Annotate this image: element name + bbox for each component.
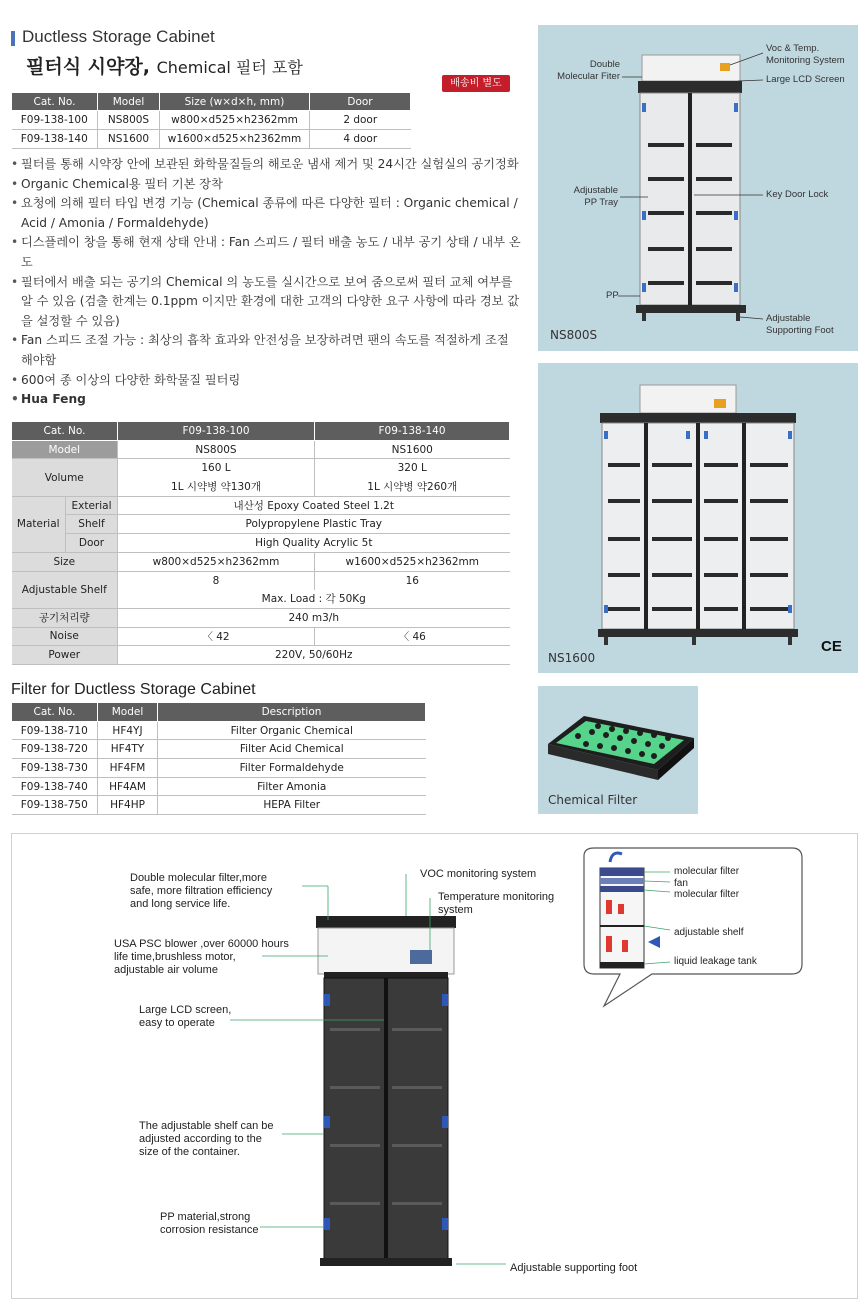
cell: Filter Formaldehyde — [158, 759, 426, 778]
list-item: • 필터에서 배출 되는 공기의 Chemical 의 농도를 실시간으로 보여 줌으로써 필터 교체 여부를 알 수 있음 (검출 한계는 0.1ppm 이지만 환경에 대한 고객의 다양한 요구 사항에 따라 경보 값을 설정할 수 있음) — [11, 273, 521, 332]
panel-label-filter: Chemical Filter — [548, 793, 638, 807]
ce-mark-icon: CE — [821, 638, 842, 655]
cell: F09-138-100 — [12, 111, 98, 130]
diagram-label-pp: PP material,strong — [160, 1211, 251, 1223]
table-row — [12, 130, 411, 149]
table-row — [12, 608, 510, 627]
feature-diagram — [11, 833, 858, 1299]
cell: F09-138-740 — [12, 777, 98, 796]
table-row — [12, 571, 510, 590]
list-item: • Fan 스피드 조절 가능 : 최상의 흡착 효과와 안전성을 보장하려면 팬의 속도를 적절하게 조절 해야함 — [11, 331, 521, 370]
cell: 〈 46 — [315, 627, 510, 646]
list-item: • 요청에 의해 필터 타입 변경 기능 (Chemical 종류에 따른 다양한 필터 : Organic chemical / Acid / Amonia / Formaldehyde) — [11, 194, 521, 233]
diagram-label-temp: Temperature monitoring — [438, 891, 555, 903]
table-row — [12, 552, 510, 571]
cell: w800×d525×h2362mm — [118, 552, 315, 571]
cell: High Quality Acrylic 5t — [118, 534, 510, 553]
th-col2: F09-138-140 — [315, 422, 510, 441]
cell: 내산성 Epoxy Coated Steel 1.2t — [118, 496, 510, 515]
callout-lcd: Large LCD Screen — [766, 74, 845, 85]
diagram-label-filter-2: safe, more filtration efficiency — [130, 885, 273, 897]
diagram-label-blower-3: adjustable air volume — [114, 964, 218, 976]
cell: F09-138-750 — [12, 796, 98, 815]
bubble-label-tank: liquid leakage tank — [674, 956, 757, 967]
cell: F09-138-140 — [12, 130, 98, 149]
callout-foot2: Supporting Foot — [766, 325, 834, 336]
bubble-label-molecular-2: molecular filter — [674, 889, 740, 900]
diagram-label-shelf-2: adjusted according to the — [139, 1133, 262, 1145]
list-item: • Hua Feng — [11, 390, 521, 410]
cell: NS1600 — [98, 130, 160, 149]
diagram-label-filter-3: and long service life. — [130, 898, 231, 910]
cell: HF4AM — [98, 777, 158, 796]
cell: Filter Amonia — [158, 777, 426, 796]
cell: NS800S — [98, 111, 160, 130]
table-row — [12, 515, 510, 534]
product-panel-filter — [538, 686, 698, 814]
diagram-label-lcd: Large LCD screen, — [139, 1004, 232, 1016]
page-title: Ductless Storage Cabinet — [22, 27, 215, 46]
cell: 2 door — [310, 111, 411, 130]
product-panel-ns1600 — [538, 363, 858, 673]
th-catno: Cat. No. — [12, 93, 98, 111]
row-label: Exterial — [66, 496, 118, 515]
cell: 16 — [405, 574, 419, 587]
th-model: Model — [98, 703, 158, 722]
row-label: Material — [12, 496, 66, 552]
bubble-label-molecular-1: molecular filter — [674, 866, 740, 877]
callout-molecular: Molecular Fiter — [557, 71, 620, 82]
cell: 4 door — [310, 130, 411, 149]
subtitle-ko: 필터식 시약장, — [26, 56, 150, 78]
th-model: Model — [98, 93, 160, 111]
bubble-label-shelf: adjustable shelf — [674, 927, 744, 938]
table-row — [12, 534, 510, 553]
cell: F09-138-730 — [12, 759, 98, 778]
callout-voc: Voc & Temp. — [766, 43, 820, 54]
shipping-badge: 배송비 별도 — [442, 75, 510, 92]
th-catno: Cat. No. — [12, 703, 98, 722]
diagram-label-blower-2: life time,brushless motor, — [114, 951, 236, 963]
cell: 1L 시약병 약130개 — [118, 478, 315, 497]
table-row — [12, 796, 426, 815]
bubble-label-fan: fan — [674, 878, 688, 889]
table-row — [12, 496, 510, 515]
cell: 〈 42 — [118, 627, 315, 646]
filter-section-title: Filter for Ductless Storage Cabinet — [11, 681, 256, 698]
callout-voc2: Monitoring System — [766, 55, 845, 66]
cell: Filter Acid Chemical — [158, 740, 426, 759]
row-label: Model — [12, 440, 118, 459]
row-label: Volume — [12, 459, 118, 496]
table-row — [12, 459, 510, 478]
list-item: • 필터를 통해 시약장 안에 보관된 화학물질들의 해로운 냄새 제거 및 24시간 실험실의 공기정화 — [11, 155, 521, 175]
callout-pp-tray: PP Tray — [584, 197, 618, 208]
list-item: • Organic Chemical용 필터 기본 장착 — [11, 175, 521, 195]
cell: Max. Load : 각 50Kg — [118, 590, 510, 609]
product-panel-ns800s — [538, 25, 858, 351]
page-subtitle — [26, 52, 303, 79]
row-label: Power — [12, 646, 118, 665]
diagram-label-shelf-3: size of the container. — [139, 1146, 240, 1158]
cell: 1L 시약병 약260개 — [315, 478, 510, 497]
spec-table — [11, 421, 510, 665]
list-item: • 600여 종 이상의 다양한 화학물질 필터링 — [11, 371, 521, 391]
callout-pp: PP — [606, 290, 619, 301]
callout-double: Double — [589, 59, 620, 70]
table-row — [12, 627, 510, 646]
row-label: Door — [66, 534, 118, 553]
table-row — [12, 721, 426, 740]
filter-table — [11, 702, 426, 815]
diagram-label-lcd-2: easy to operate — [139, 1017, 215, 1029]
diagram-label-foot: Adjustable supporting foot — [510, 1262, 638, 1274]
table-row — [12, 740, 426, 759]
callout-foot: Adjustable — [766, 313, 811, 324]
table-row — [12, 759, 426, 778]
cell: w1600×d525×h2362mm — [315, 552, 510, 571]
cell: HF4FM — [98, 759, 158, 778]
row-label: Adjustable Shelf — [12, 571, 118, 608]
diagram-label-pp-2: corrosion resistance — [160, 1224, 259, 1236]
table-row — [12, 111, 411, 130]
table-row — [12, 646, 510, 665]
cell: F09-138-720 — [12, 740, 98, 759]
cell: 220V, 50/60Hz — [118, 646, 510, 665]
cell: NS1600 — [315, 440, 510, 459]
callout-key-lock: Key Door Lock — [766, 189, 829, 200]
row-label: Size — [12, 552, 118, 571]
feature-list — [11, 155, 521, 410]
cell: HF4TY — [98, 740, 158, 759]
table-row — [12, 777, 426, 796]
th-description: Description — [158, 703, 426, 722]
cabinet-ns1600-illustration — [538, 363, 858, 673]
cell: HEPA Filter — [158, 796, 426, 815]
th-door: Door — [310, 93, 411, 111]
row-label: 공기처리량 — [12, 608, 118, 627]
cell: 160 L — [118, 459, 315, 478]
subtitle-en: Chemical 필터 포함 — [156, 58, 303, 77]
model-table — [11, 92, 411, 149]
table-row — [12, 440, 510, 459]
row-label: Shelf — [66, 515, 118, 534]
list-item: • 디스플레이 창을 통해 현재 상태 안내 : Fan 스피드 / 필터 배출 농도 / 내부 공기 상태 / 내부 온도 — [11, 233, 521, 272]
cell: Filter Organic Chemical — [158, 721, 426, 740]
cell: Polypropylene Plastic Tray — [118, 515, 510, 534]
panel-label-ns1600: NS1600 — [548, 651, 596, 665]
cell: NS800S — [118, 440, 315, 459]
cell: w1600×d525×h2362mm — [160, 130, 310, 149]
cell: 8 — [118, 571, 315, 590]
th-size: Size (w×d×h, mm) — [160, 93, 310, 111]
cell: HF4YJ — [98, 721, 158, 740]
diagram-label-voc: VOC monitoring system — [420, 868, 537, 880]
row-label: Noise — [12, 627, 118, 646]
cell: HF4HP — [98, 796, 158, 815]
diagram-label-blower: USA PSC blower ,over 60000 hours — [114, 938, 289, 950]
cell: 320 L — [397, 462, 427, 475]
cell: w800×d525×h2362mm — [160, 111, 310, 130]
callout-adjustable: Adjustable — [573, 185, 618, 196]
th-col1: F09-138-100 — [118, 422, 315, 441]
title-accent-bar — [11, 31, 15, 46]
cell: 240 m3/h — [118, 608, 510, 627]
diagram-label-shelf: The adjustable shelf can be — [139, 1120, 274, 1132]
cell: F09-138-710 — [12, 721, 98, 740]
panel-label-ns800s: NS800S — [550, 328, 598, 342]
diagram-label-filter: Double molecular filter,more — [130, 872, 267, 884]
th-catno: Cat. No. — [12, 422, 118, 441]
diagram-label-temp-2: system — [438, 904, 473, 916]
callout-lines — [538, 25, 858, 351]
